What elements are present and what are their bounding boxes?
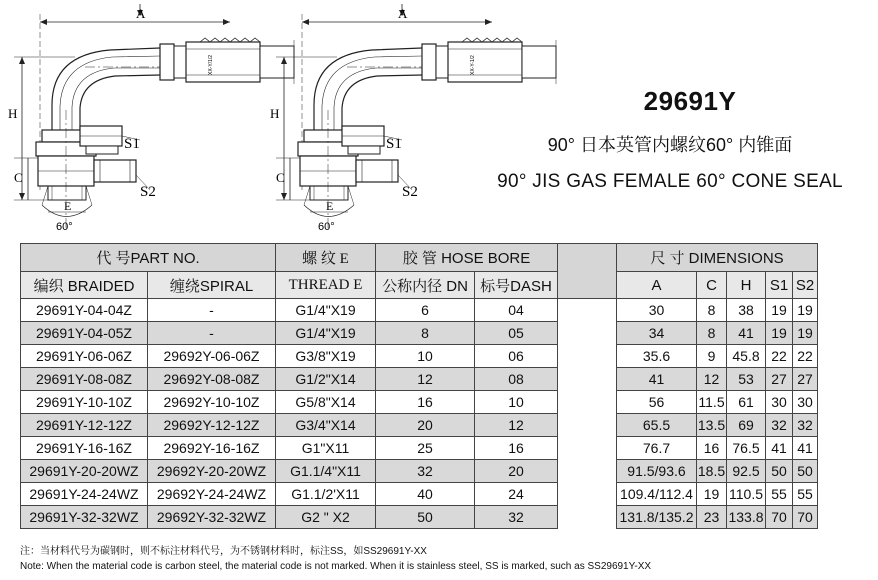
cell-dn: 20 (376, 414, 475, 437)
note-cn: 注：当材料代号为碳钢时，则不标注材料代号，为不锈钢材料时，标注SS，如SS29691Y-XX (20, 546, 427, 557)
cell-spiral: 29692Y-10-10Z (148, 391, 276, 414)
cell-braided: 29691Y-16-16Z (21, 437, 148, 460)
cell-h: 69 (727, 414, 766, 437)
part-no-header: 代 号PART NO. (21, 244, 276, 272)
cell-h: 61 (727, 391, 766, 414)
dim-c-label: C (14, 170, 23, 185)
cell-dn: 12 (376, 368, 475, 391)
cell-dash: 08 (475, 368, 558, 391)
dim-h-label: H (8, 106, 18, 121)
cell-dn: 6 (376, 299, 475, 322)
cell-s1: 30 (766, 391, 793, 414)
cell-thread: G5/8"X14 (276, 391, 376, 414)
s2-label: S2 (402, 184, 418, 200)
cell-dash: 04 (475, 299, 558, 322)
table-row (21, 506, 818, 529)
cell-s2: 50 (793, 460, 818, 483)
header-row-sub (21, 272, 818, 299)
cell-h: 76.5 (727, 437, 766, 460)
table-row (21, 391, 818, 414)
cell-dash: 06 (475, 345, 558, 368)
blank-cell (558, 437, 617, 460)
title-english: 90° JIS GAS FEMALE 60° CONE SEAL (497, 171, 843, 192)
table-row (21, 483, 818, 506)
blank-header-cell (558, 244, 617, 299)
cell-braided: 29691Y-20-20WZ (21, 460, 148, 483)
cell-dn: 10 (376, 345, 475, 368)
cell-dn: 50 (376, 506, 475, 529)
dimensions-header: 尺 寸 DIMENSIONS (617, 244, 818, 272)
cell-s2: 22 (793, 345, 818, 368)
cell-c: 9 (697, 345, 727, 368)
angle-label: 60° (318, 221, 335, 233)
cell-a: 65.5 (617, 414, 697, 437)
cell-a: 109.4/112.4 (617, 483, 697, 506)
cell-a: 30 (617, 299, 697, 322)
cell-spiral: - (148, 322, 276, 345)
s1-label: S1 (386, 136, 402, 152)
cell-braided: 29691Y-24-24WZ (21, 483, 148, 506)
cell-dash: 12 (475, 414, 558, 437)
cell-dn: 40 (376, 483, 475, 506)
cell-dash: 20 (475, 460, 558, 483)
cell-thread: G1/4"X19 (276, 322, 376, 345)
cell-spiral: 29692Y-08-08Z (148, 368, 276, 391)
table-row (21, 460, 818, 483)
blank-cell (558, 414, 617, 437)
cell-a: 56 (617, 391, 697, 414)
blank-cell (558, 460, 617, 483)
table-row (21, 299, 818, 322)
cell-spiral: 29692Y-12-12Z (148, 414, 276, 437)
hose-mark-label: XX-Y-1/2 (470, 55, 476, 75)
blank-cell (558, 368, 617, 391)
cell-s1: 41 (766, 437, 793, 460)
cell-dn: 8 (376, 322, 475, 345)
dim-e-label: E (326, 199, 334, 213)
blank-cell (558, 322, 617, 345)
cell-s1: 70 (766, 506, 793, 529)
product-heading (470, 86, 870, 193)
cell-c: 13.5 (697, 414, 727, 437)
cell-braided: 29691Y-04-04Z (21, 299, 148, 322)
cell-dn: 32 (376, 460, 475, 483)
cell-spiral: 29692Y-32-32WZ (148, 506, 276, 529)
table-row (21, 414, 818, 437)
cell-a: 34 (617, 322, 697, 345)
cell-h: 92.5 (727, 460, 766, 483)
blank-cell (558, 299, 617, 322)
cell-c: 23 (697, 506, 727, 529)
cell-s2: 27 (793, 368, 818, 391)
h-header: H (727, 272, 766, 299)
cell-spiral: - (148, 299, 276, 322)
cell-c: 12 (697, 368, 727, 391)
cell-thread: G3/8"X19 (276, 345, 376, 368)
blank-cell (558, 483, 617, 506)
blank-cell (558, 506, 617, 529)
spec-table-body (21, 299, 818, 529)
cell-dash: 32 (475, 506, 558, 529)
spiral-header: 缠绕SPIRAL (148, 272, 276, 299)
model-number: 29691Y (643, 86, 737, 116)
dim-e-label: E (64, 199, 72, 213)
dim-h-label: H (270, 106, 280, 121)
cell-s2: 30 (793, 391, 818, 414)
s2-label: S2 (140, 184, 156, 200)
cell-h: 110.5 (727, 483, 766, 506)
dim-c-label: C (276, 170, 285, 185)
note-en: Note: When the material code is carbon steel, the material code is not marked. When it is stainless steel, SS is marked, such as SS29691Y-XX (20, 561, 652, 572)
cell-s1: 50 (766, 460, 793, 483)
cell-s2: 41 (793, 437, 818, 460)
cell-braided: 29691Y-04-05Z (21, 322, 148, 345)
cell-thread: G1/2"X14 (276, 368, 376, 391)
hose-bore-header: 胶 管 HOSE BORE (376, 244, 558, 272)
cell-s1: 22 (766, 345, 793, 368)
hose-mark-label: XX-Y/1/2 (208, 54, 214, 75)
cell-braided: 29691Y-32-32WZ (21, 506, 148, 529)
cell-s2: 70 (793, 506, 818, 529)
table-row (21, 345, 818, 368)
cell-c: 8 (697, 322, 727, 345)
cell-a: 41 (617, 368, 697, 391)
thread-header-cn: 螺 纹 E (276, 244, 376, 272)
cell-c: 18.5 (697, 460, 727, 483)
cell-dash: 16 (475, 437, 558, 460)
s1-header: S1 (766, 272, 793, 299)
notes (20, 544, 651, 574)
cell-spiral: 29692Y-06-06Z (148, 345, 276, 368)
a-header: A (617, 272, 697, 299)
cell-thread: G1.1/2'X11 (276, 483, 376, 506)
cell-c: 16 (697, 437, 727, 460)
cell-a: 91.5/93.6 (617, 460, 697, 483)
header-row-top (21, 244, 818, 272)
c-header: C (697, 272, 727, 299)
cell-a: 131.8/135.2 (617, 506, 697, 529)
table-row (21, 368, 818, 391)
cell-spiral: 29692Y-20-20WZ (148, 460, 276, 483)
cell-dn: 25 (376, 437, 475, 460)
table-row (21, 322, 818, 345)
cell-h: 45.8 (727, 345, 766, 368)
cell-spiral: 29692Y-24-24WZ (148, 483, 276, 506)
cell-s1: 19 (766, 299, 793, 322)
cell-h: 41 (727, 322, 766, 345)
cell-h: 53 (727, 368, 766, 391)
cell-thread: G1.1/4"X11 (276, 460, 376, 483)
cell-s2: 19 (793, 322, 818, 345)
cell-dash: 10 (475, 391, 558, 414)
cell-s1: 27 (766, 368, 793, 391)
cell-dash: 24 (475, 483, 558, 506)
cell-thread: G1"X11 (276, 437, 376, 460)
cell-s1: 19 (766, 322, 793, 345)
cell-s1: 32 (766, 414, 793, 437)
dn-header: 公称内径 DN (376, 272, 475, 299)
braided-header: 编织 BRAIDED (21, 272, 148, 299)
cell-spiral: 29692Y-16-16Z (148, 437, 276, 460)
dim-a-label: A (398, 6, 408, 21)
cell-h: 133.8 (727, 506, 766, 529)
s2-header: S2 (793, 272, 818, 299)
cell-braided: 29691Y-12-12Z (21, 414, 148, 437)
cell-thread: G2 " X2 (276, 506, 376, 529)
cell-braided: 29691Y-10-10Z (21, 391, 148, 414)
cell-s2: 19 (793, 299, 818, 322)
spec-table (20, 243, 818, 529)
cell-a: 35.6 (617, 345, 697, 368)
cell-c: 8 (697, 299, 727, 322)
table-row (21, 437, 818, 460)
angle-label: 60° (56, 221, 73, 233)
blank-cell (558, 391, 617, 414)
cell-thread: G3/4"X14 (276, 414, 376, 437)
cell-dash: 05 (475, 322, 558, 345)
cell-s2: 32 (793, 414, 818, 437)
cell-thread: G1/4"X19 (276, 299, 376, 322)
cell-h: 38 (727, 299, 766, 322)
cell-c: 11.5 (697, 391, 727, 414)
title-chinese: 90° 日本英管内螺纹60° 内锥面 (547, 135, 793, 155)
cell-dn: 16 (376, 391, 475, 414)
thread-header-en: THREAD E (276, 272, 376, 299)
cell-braided: 29691Y-08-08Z (21, 368, 148, 391)
cell-c: 19 (697, 483, 727, 506)
cell-s1: 55 (766, 483, 793, 506)
dim-a-label: A (136, 6, 146, 21)
cell-braided: 29691Y-06-06Z (21, 345, 148, 368)
cell-a: 76.7 (617, 437, 697, 460)
blank-cell (558, 345, 617, 368)
dash-header: 标号DASH (475, 272, 558, 299)
cell-s2: 55 (793, 483, 818, 506)
s1-label: S1 (124, 136, 140, 152)
